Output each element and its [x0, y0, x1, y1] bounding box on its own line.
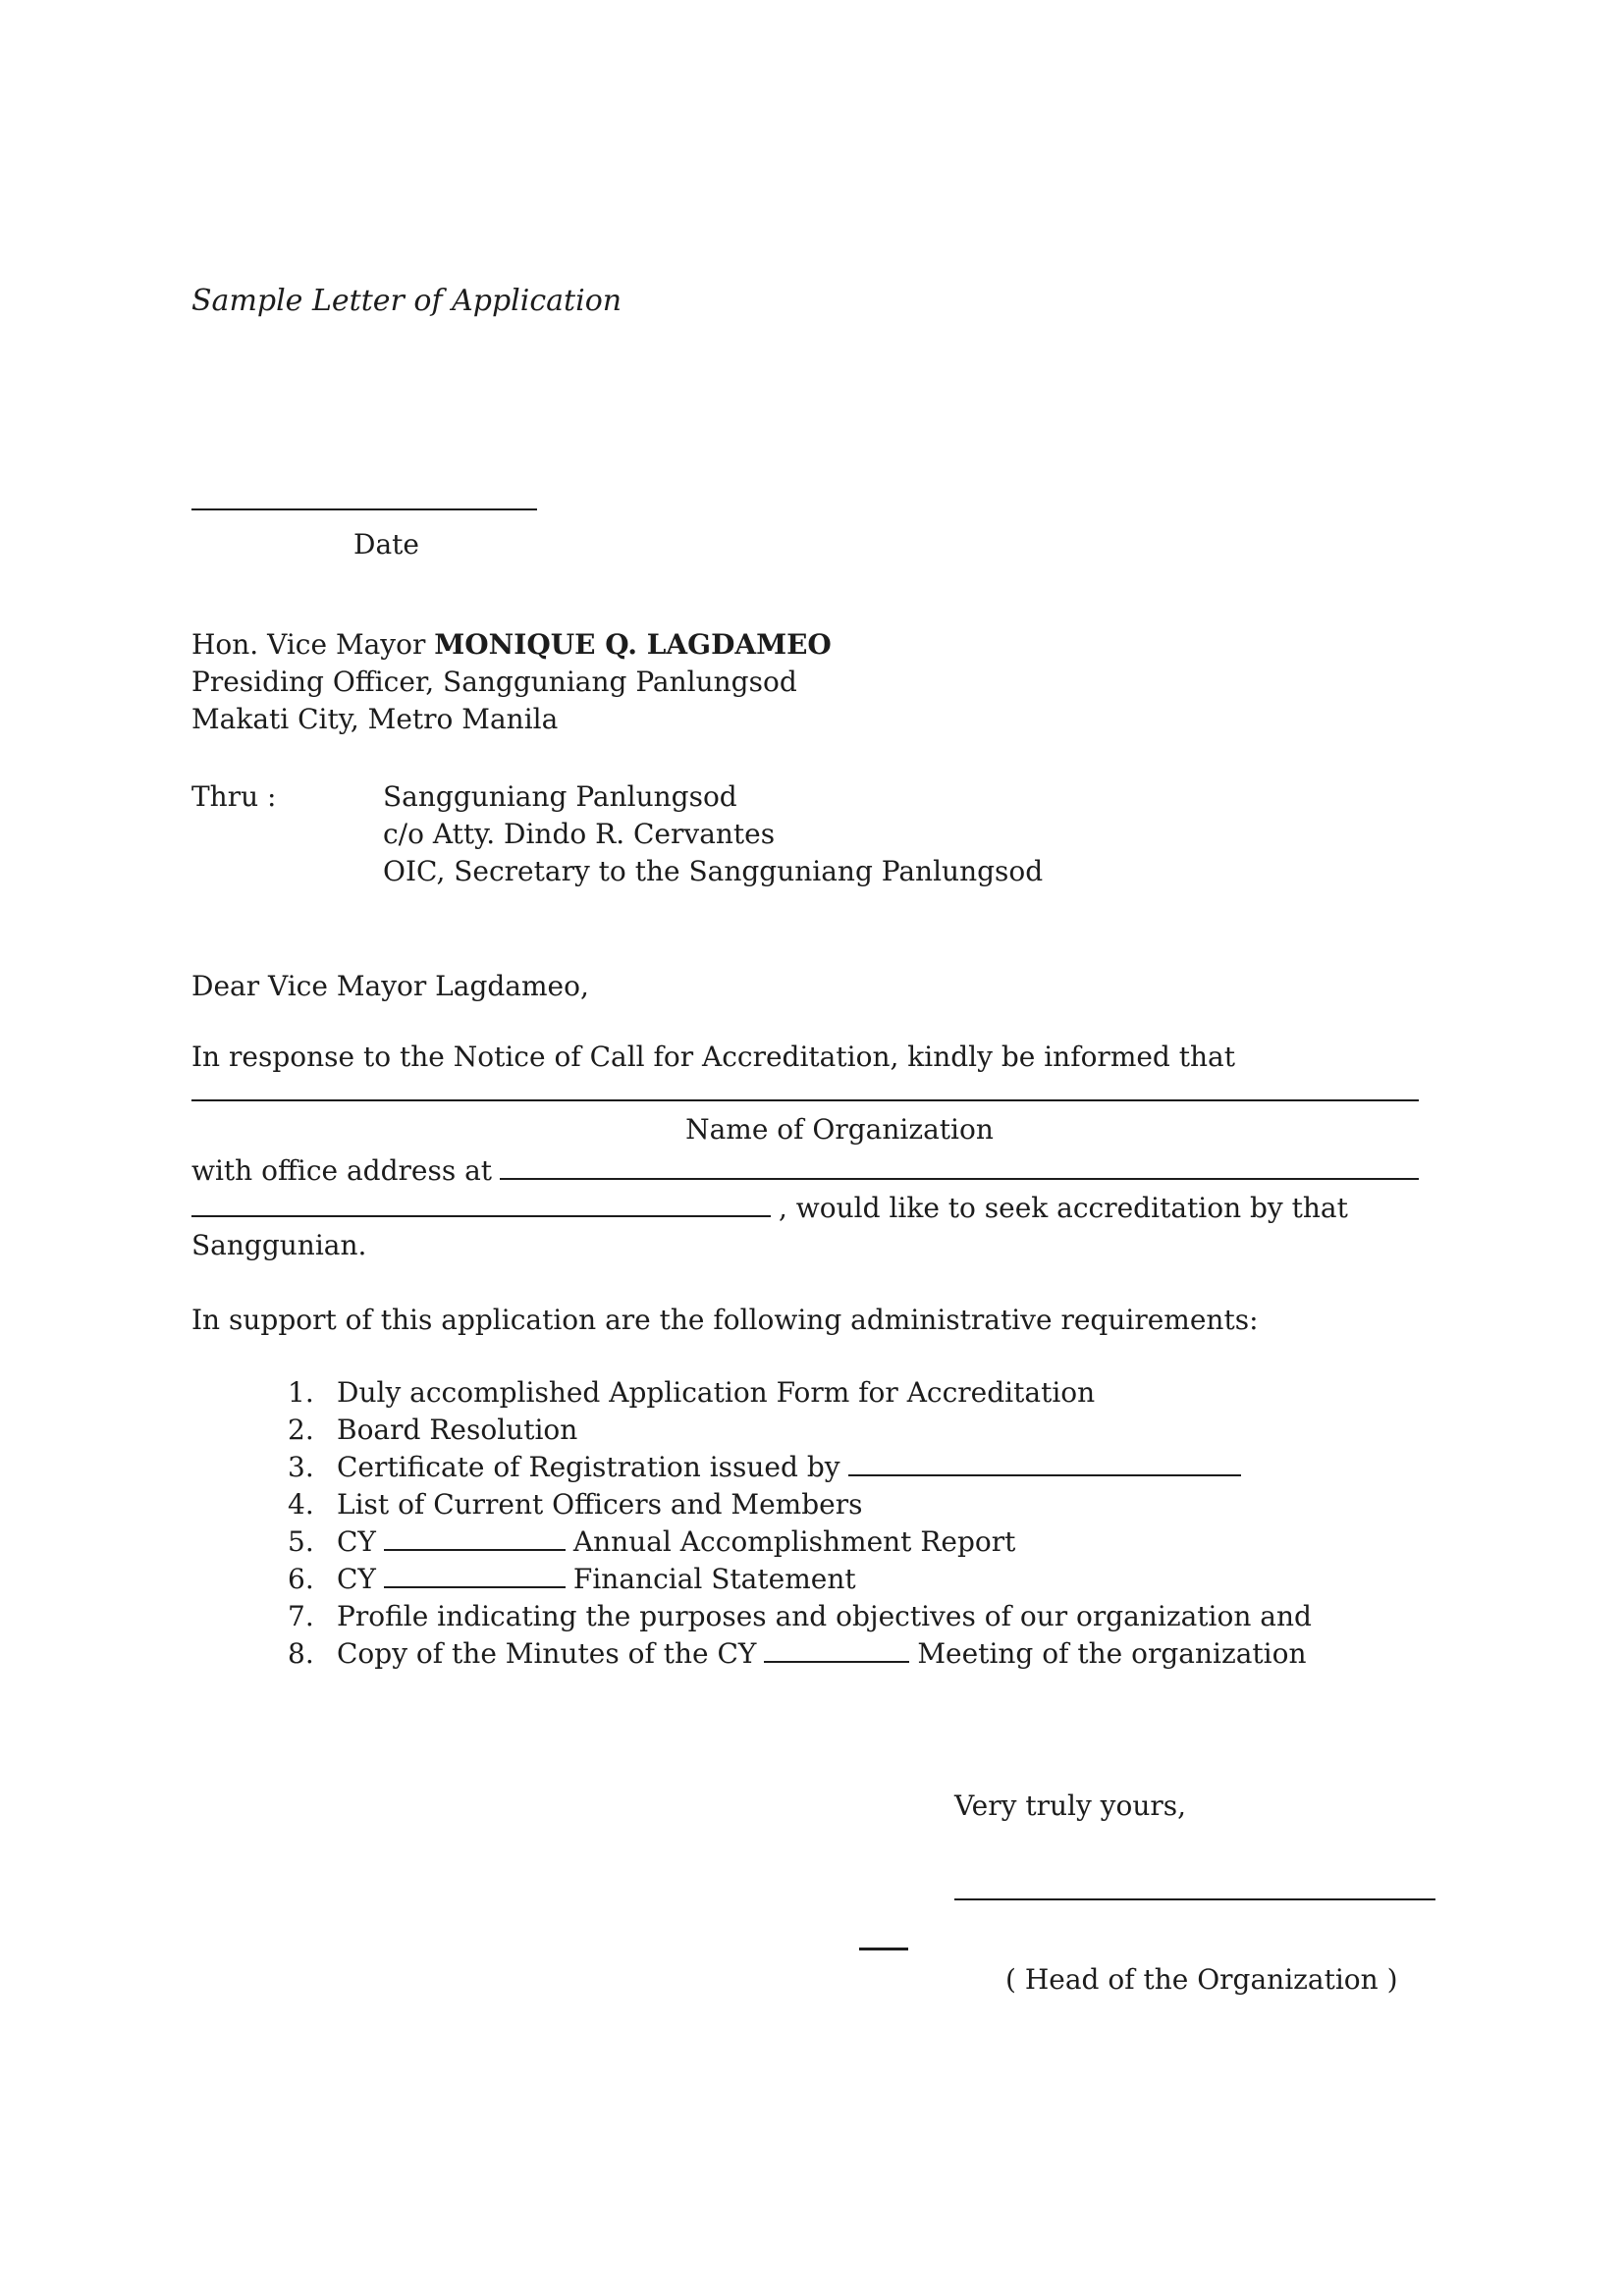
item-text — [337, 1523, 1015, 1561]
stray-mark-line — [859, 1922, 908, 1950]
item-number: 5. — [288, 1525, 314, 1558]
recipient-honorific: Hon. Vice Mayor — [191, 628, 435, 661]
item-text: List of Current Officers and Members — [337, 1488, 863, 1521]
requirement-item-4 — [288, 1486, 1515, 1523]
thru-label-spacer — [191, 816, 383, 853]
item-text-pre: Certificate of Registration issued by — [337, 1451, 840, 1483]
date-label: Date — [353, 528, 419, 561]
requirement-item-2 — [288, 1412, 1515, 1449]
requirements-list — [288, 1374, 1515, 1673]
item-number: 2. — [288, 1414, 314, 1446]
item-text: Profile indicating the purposes and objectives of our organization and — [337, 1600, 1312, 1632]
recipient-name: MONIQUE Q. LAGDAMEO — [434, 628, 832, 661]
thru-line-1: Sangguniang Panlungsod — [383, 780, 737, 813]
thru-row-2 — [191, 816, 1043, 853]
item-text: Board Resolution — [337, 1414, 578, 1446]
item-text-post: Annual Accomplishment Report — [572, 1525, 1016, 1558]
item-text-pre: Copy of the Minutes of the CY — [337, 1637, 757, 1670]
address-row-2 — [191, 1190, 1419, 1227]
item-text-pre: CY — [337, 1563, 376, 1595]
thru-row-1 — [191, 778, 1043, 816]
requirement-item-5 — [288, 1523, 1515, 1561]
date-block — [191, 479, 537, 563]
date-blank-line — [191, 479, 537, 510]
valediction: Very truly yours, — [954, 1789, 1187, 1822]
closing-block — [954, 1788, 1435, 1999]
item-text-post: Financial Statement — [572, 1563, 856, 1595]
organization-blank-line — [191, 1076, 1419, 1101]
address-tail: , would like to seek accreditation by that — [779, 1192, 1348, 1224]
signature-blank-line — [954, 1825, 1435, 1900]
item-number: 6. — [288, 1563, 314, 1595]
address-row — [191, 1148, 1419, 1190]
thru-label-spacer — [191, 853, 383, 890]
recipient-position: Presiding Officer, Sangguniang Panlungsod — [191, 666, 797, 698]
cy-year-blank-line — [384, 1523, 566, 1551]
item-text — [337, 1449, 1249, 1486]
document-title: Sample Letter of Application — [191, 284, 622, 318]
requirement-item-8 — [288, 1635, 1515, 1673]
intro-last-word: Sanggunian. — [191, 1229, 367, 1261]
item-text: Duly accomplished Application Form for Accreditation — [337, 1376, 1096, 1409]
thru-row-3 — [191, 853, 1043, 890]
recipient-line-1 — [191, 626, 832, 664]
item-number: 8. — [288, 1637, 314, 1670]
intro-paragraph — [191, 1039, 1419, 1339]
recipient-city: Makati City, Metro Manila — [191, 703, 559, 735]
address-lead: with office address at — [191, 1154, 493, 1187]
item-text-post: Meeting of the organization — [917, 1637, 1307, 1670]
intro-line-1: In response to the Notice of Call for Accreditation, kindly be informed that — [191, 1041, 1235, 1073]
item-number: 1. — [288, 1376, 314, 1409]
salutation: Dear Vice Mayor Lagdameo, — [191, 970, 589, 1002]
support-line: In support of this application are the following administrative requirements: — [191, 1304, 1259, 1336]
address-blank-line-2 — [191, 1190, 771, 1217]
thru-block — [191, 778, 1043, 890]
item-number: 3. — [288, 1451, 314, 1483]
signatory-caption: ( Head of the Organization ) — [1005, 1963, 1398, 1996]
item-number: 4. — [288, 1488, 314, 1521]
requirement-item-3 — [288, 1449, 1515, 1486]
requirement-item-6 — [288, 1561, 1515, 1598]
requirement-item-1 — [288, 1374, 1515, 1412]
item-text — [337, 1561, 856, 1598]
minutes-cy-blank-line — [764, 1635, 909, 1663]
item-text — [337, 1635, 1307, 1673]
thru-line-3: OIC, Secretary to the Sangguniang Panlungsod — [383, 855, 1044, 887]
thru-line-2: c/o Atty. Dindo R. Cervantes — [383, 818, 776, 850]
recipient-block — [191, 626, 832, 738]
item-number: 7. — [288, 1600, 314, 1632]
organization-caption: Name of Organization — [685, 1113, 994, 1146]
registration-blank-line — [848, 1449, 1241, 1476]
thru-label: Thru : — [191, 780, 277, 813]
address-blank-line-1 — [500, 1148, 1419, 1180]
requirement-item-7 — [288, 1598, 1515, 1635]
item-text-pre: CY — [337, 1525, 376, 1558]
cy-year-blank-line — [384, 1561, 566, 1588]
